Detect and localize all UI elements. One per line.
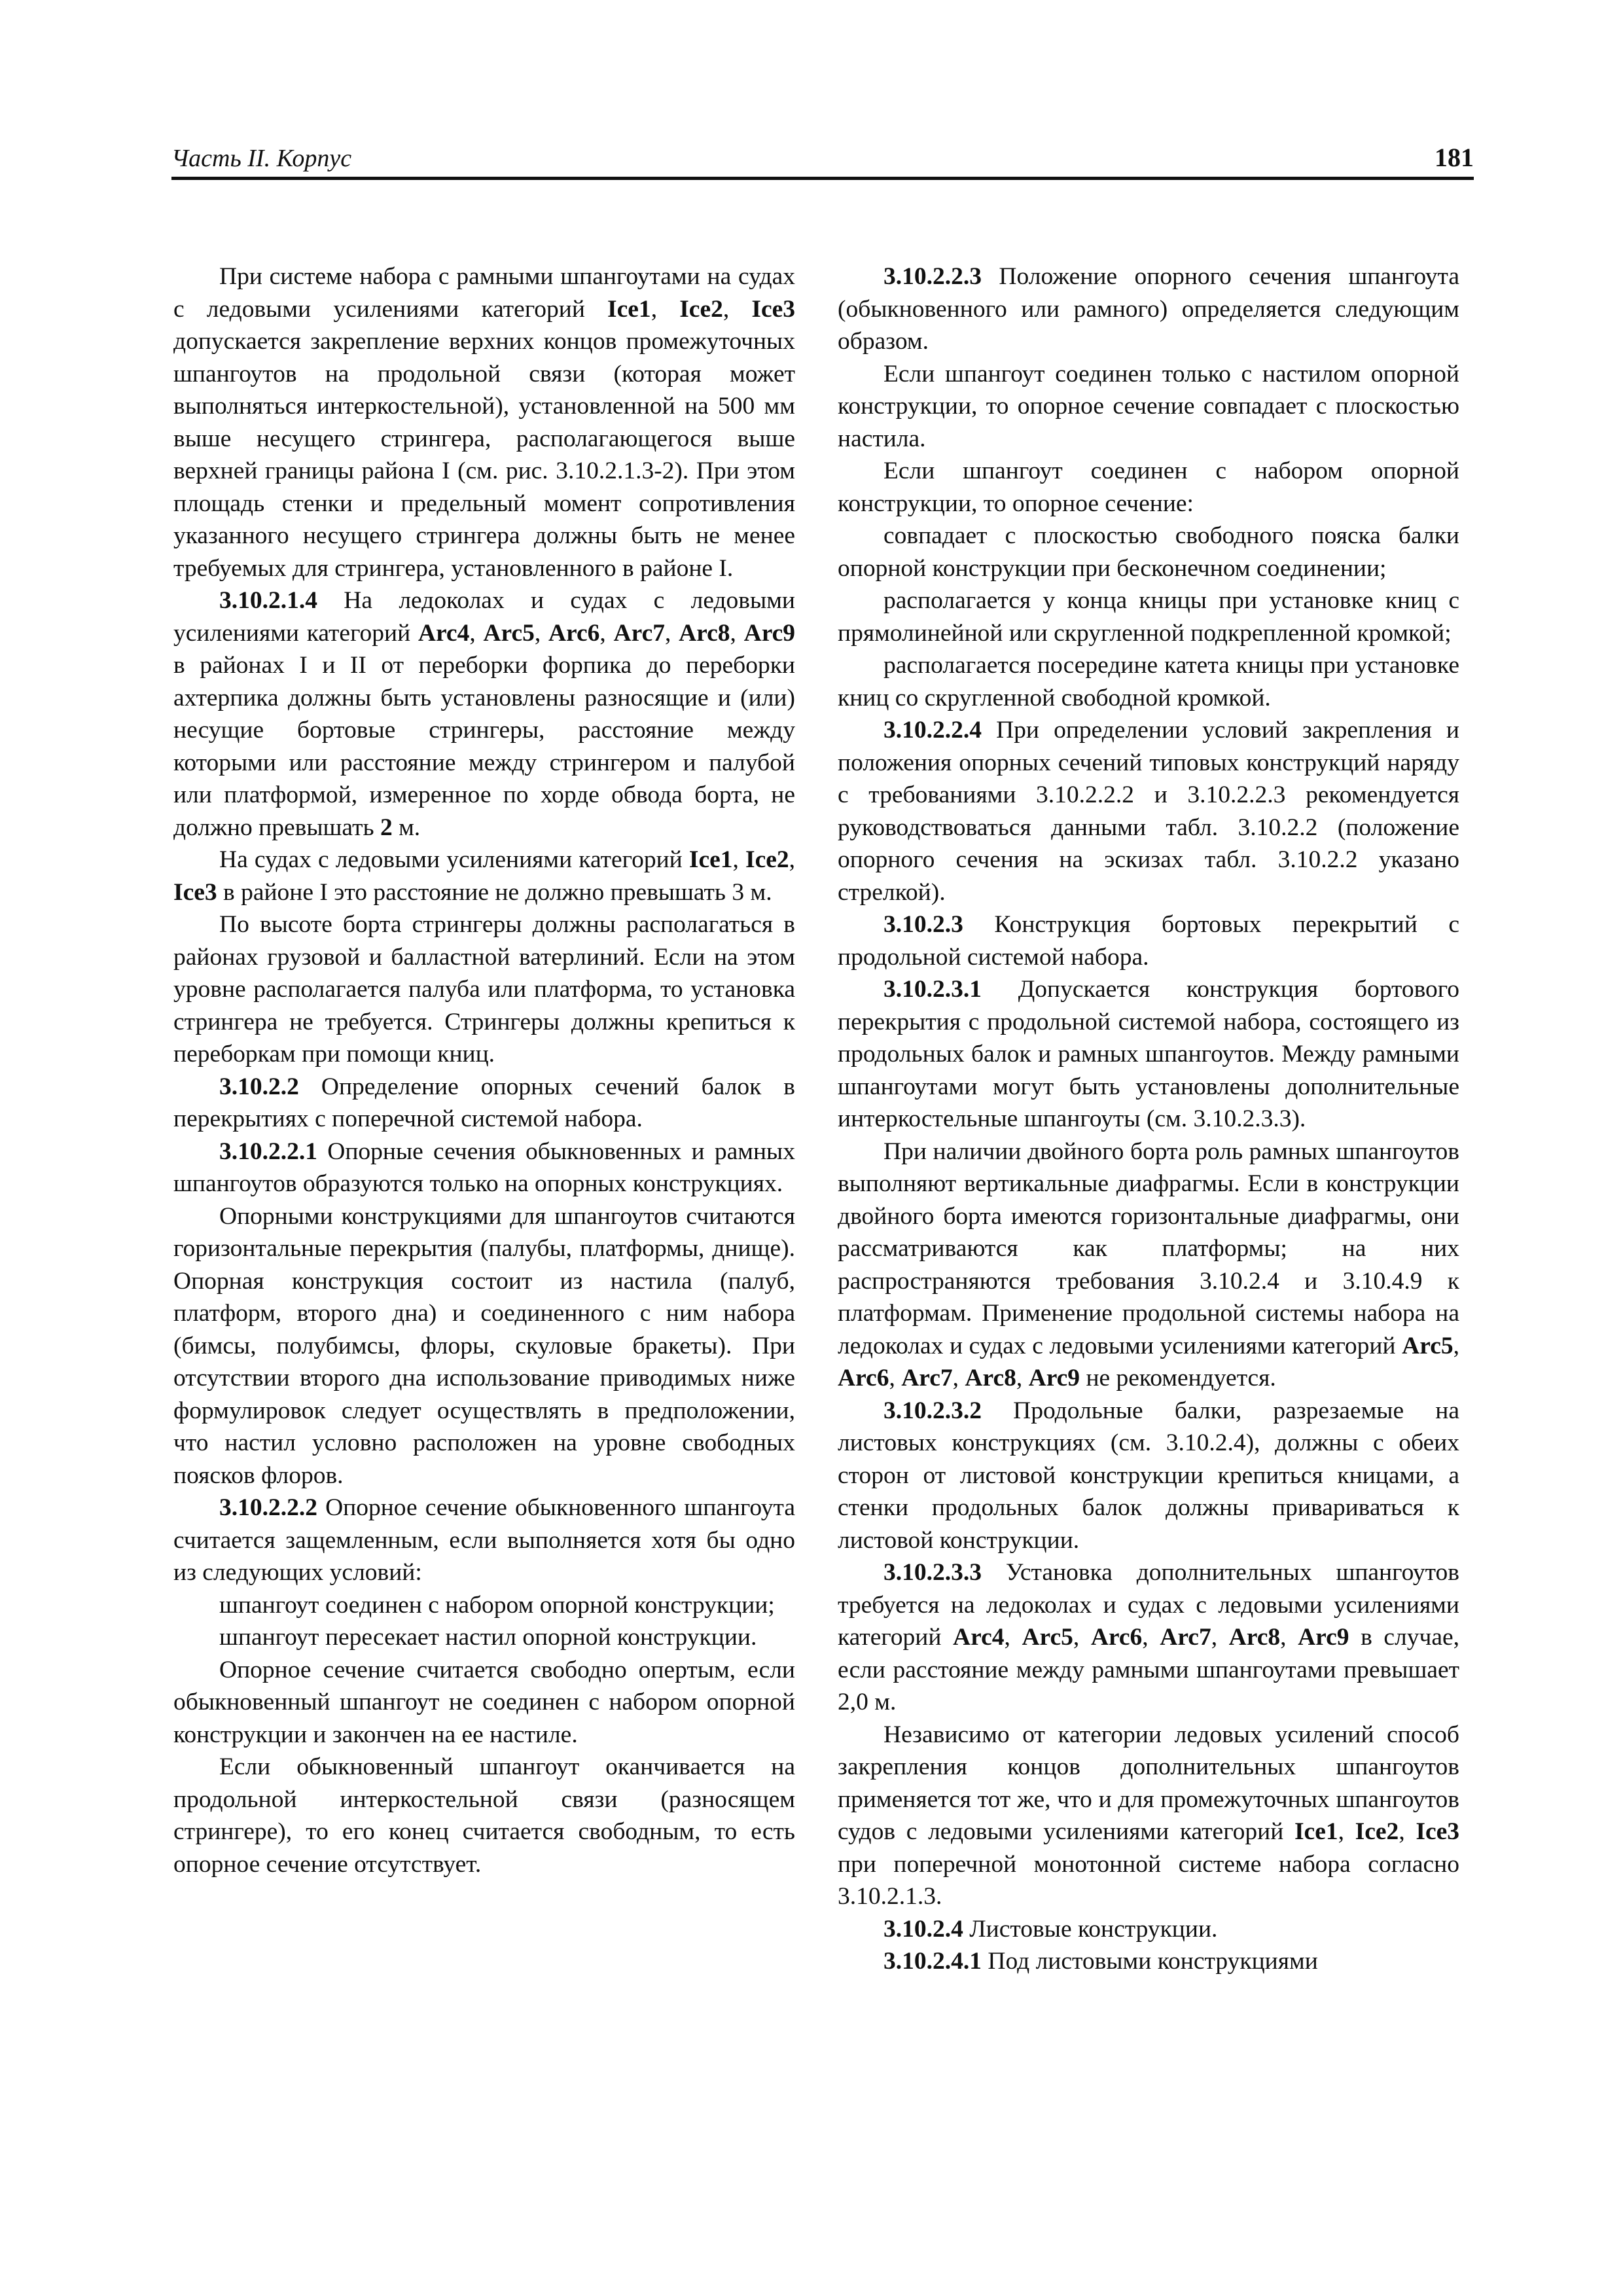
bold-term: Ice3 (1416, 1818, 1460, 1845)
bold-term: Ice2 (679, 295, 723, 323)
paragraph: располагается посередине катета кницы при установке книц со скругленной свободной кромкой. (838, 652, 1459, 711)
page-number: 181 (1435, 143, 1474, 172)
bold-term: Ice1 (1294, 1818, 1338, 1845)
paragraph: При системе набора с рамными шпангоутами на судах с ледовыми усилениями категорий Ice1, Ice2, Ice3 допускается закрепление верхних концов промежуточных шпангоутов на продольной связи (которая может выполняться интеркостельной), установленной на 500 мм выше несущего стрингера, располагающегося выше верхней границы района I (см. рис. 3.10.2.1.3-2). При этом площадь стенки и предельный момент сопротивления указанного несущего стрингера должны быть не менее требуемых для стрингера, установленного в районе I. (173, 263, 795, 582)
bold-term: 3.10.2.2.3 (883, 263, 982, 290)
bold-term: Arc5 (1022, 1624, 1073, 1651)
bold-term: Arc9 (1028, 1365, 1080, 1391)
bold-term: Arc7 (1160, 1624, 1211, 1651)
paragraph: Если шпангоут соединен только с настилом опорной конструкции, то опорное сечение совпадает с плоскостью настила. (838, 360, 1459, 452)
paragraph: На судах с ледовыми усилениями категорий Ice1, Ice2, Ice3 в районе I это расстояние не должно превышать 3 м. (173, 846, 795, 906)
paragraph: 3.10.2.3.3 Установка дополнительных шпангоутов требуется на ледоколах и судах с ледовыми усилениями категорий Arc4, Arc5, Arc6, Arc7, Arc8, Arc9 в случае, если расстояние между рамными шпангоутами превышает 2,0 м. (838, 1559, 1460, 1715)
bold-term: Arc9 (1298, 1624, 1349, 1651)
bold-term: 3.10.2.2.1 (219, 1138, 317, 1165)
paragraph: При наличии двойного борта роль рамных шпангоутов выполняют вертикальные диафрагмы. Если в конструкции двойного борта имеются горизонтальные диафрагмы, они рассматриваются как платформы; на них распространяются требования 3.10.2.4 и 3.10.4.9 к платформам. Применение продольной системы набора на ледоколах и судах с ледовыми усилениями категорий Arc5, Arc6, Arc7, Arc8, Arc9 не рекомендуется. (838, 1138, 1459, 1391)
bold-term: 3.10.2.4 (883, 1915, 963, 1943)
bold-term: Arc6 (548, 619, 600, 647)
bold-term: 3.10.2.3.2 (883, 1397, 982, 1424)
bold-term: 3.10.2.3.1 (883, 976, 982, 1003)
paragraph: 3.10.2.1.4 На ледоколах и судах с ледовыми усилениями категорий Arc4, Arc5, Arc6, Arc7, Arc8, Arc9 в районах I и II от переборки форпика до переборки ахтерпика должны быть установлены разносящие и (или) несущие бортовые стрингеры, расстояние между которыми или расстояние между стрингером и палубой или платформой, измеренное по хорде обвода борта, не должно превышать 2 м. (173, 587, 796, 841)
bold-term: 3.10.2.4.1 (883, 1948, 982, 1975)
paragraph: шпангоут соединен с набором опорной конструкции; (219, 1591, 775, 1619)
bold-term: Ice2 (745, 846, 789, 873)
bold-term: Arc7 (901, 1365, 953, 1391)
paragraph: 3.10.2.3.1 Допускается конструкция бортового перекрытия с продольной системой набора, состоящего из продольных балок и рамных шпангоутов. Между рамными шпангоутами могут быть установлены дополнительные интеркостельные шпангоуты (см. 3.10.2.3.3). (838, 976, 1459, 1132)
part-title: Часть II. Корпус (171, 145, 352, 172)
paragraph: совпадает с плоскостью свободного пояска балки опорной конструкции при бесконечном соединении; (838, 522, 1459, 582)
paragraph: располагается у конца кницы при установке книц с прямолинейной или скругленной подкрепленной кромкой; (838, 587, 1459, 647)
paragraph: шпангоут пересекает настил опорной конструкции. (219, 1624, 757, 1651)
left-column (173, 260, 795, 1880)
bold-term: Arc6 (838, 1365, 889, 1391)
paragraph: 3.10.2.2.2 Опорное сечение обыкновенного шпангоута считается защемленным, если выполняется хотя бы одно из следующих условий: (173, 1494, 795, 1586)
bold-term: 3.10.2.2 (219, 1073, 299, 1100)
paragraph: Если шпангоут соединен с набором опорной конструкции, то опорное сечение: (838, 457, 1459, 517)
paragraph: 3.10.2.2 Определение опорных сечений балок в перекрытиях с поперечной системой набора. (173, 1073, 795, 1132)
bold-term: 3.10.2.3 (883, 911, 963, 938)
paragraph: Независимо от категории ледовых усилений способ закрепления концов дополнительных шпангоутов применяется тот же, что и для промежуточных шпангоутов судов с ледовыми усилениями категорий Ice1, Ice2, Ice3 при поперечной монотонной системе набора согласно 3.10.2.1.3. (838, 1721, 1460, 1910)
paragraph: 3.10.2.4 Листовые конструкции. (883, 1915, 1218, 1943)
bold-term: Arc5 (1402, 1332, 1454, 1359)
bold-term: 2 (380, 814, 393, 841)
paragraph: 3.10.2.2.1 Опорные сечения обыкновенных и рамных шпангоутов образуются только на опорных конструкциях. (173, 1138, 795, 1197)
bold-term: Arc5 (483, 619, 535, 647)
paragraph: 3.10.2.3.2 Продольные балки, разрезаемые на листовых конструкциях (см. 3.10.2.4), должны с обеих сторон от листовой конструкции крепиться кницами, а стенки продольных балок должны привариваться к листовой конструкции. (838, 1397, 1459, 1554)
bold-term: Ice2 (1355, 1818, 1399, 1845)
bold-term: Arc6 (1090, 1624, 1143, 1651)
bold-term: Arc8 (679, 619, 730, 647)
bold-term: Ice1 (607, 295, 651, 323)
paragraph: 3.10.2.4.1 Под листовыми конструкциями (883, 1948, 1318, 1975)
bold-term: 3.10.2.3.3 (883, 1559, 982, 1586)
bold-term: Arc4 (953, 1624, 1005, 1651)
paragraph: 3.10.2.3 Конструкция бортовых перекрытий с продольной системой набора. (838, 911, 1459, 971)
bold-term: 3.10.2.2.4 (883, 717, 982, 744)
paragraph: Опорными конструкциями для шпангоутов считаются горизонтальные перекрытия (палубы, платформы, днище). Опорная конструкция состоит из настила (палуб, платформ, второго дна) и соединенного с ним набора (бимсы, полубимсы, флоры, скуловые бракеты). При отсутствии второго дна использование приводимых ниже формулировок следует осуществлять в предположении, что настил условно расположен на уровне свободных поясков флоров. (173, 1202, 795, 1489)
bold-term: Arc8 (1228, 1624, 1281, 1651)
bold-term: Arc8 (965, 1365, 1016, 1391)
bold-term: Arc7 (613, 619, 665, 647)
running-header (171, 139, 1474, 180)
bold-term: Arc9 (743, 619, 796, 647)
paragraph: Если обыкновенный шпангоут оканчивается на продольной интеркостельной связи (разносящем стрингере), то его конец считается свободным, то есть опорное сечение отсутствует. (173, 1753, 795, 1878)
bold-term: Ice3 (751, 295, 795, 323)
bold-term: Ice1 (688, 846, 733, 873)
bold-term: Arc4 (418, 619, 470, 647)
bold-term: 3.10.2.1.4 (219, 587, 317, 614)
right-column (838, 260, 1459, 1978)
paragraph: 3.10.2.2.4 При определении условий закрепления и положения опорных сечений типовых конструкций наряду с требованиями 3.10.2.2.2 и 3.10.2.2.3 рекомендуется руководствоваться данными табл. 3.10.2.2 (положение опорного сечения на эскизах табл. 3.10.2.2 указано стрелкой). (838, 717, 1459, 906)
paragraph: Опорное сечение считается свободно опертым, если обыкновенный шпангоут не соединен с набором опорной конструкции и закончен на ее настиле. (173, 1656, 795, 1748)
paragraph: 3.10.2.2.3 Положение опорного сечения шпангоута (обыкновенного или рамного) определяется следующим образом. (838, 263, 1459, 355)
bold-term: 3.10.2.2.2 (219, 1494, 317, 1521)
paragraph: По высоте борта стрингеры должны располагаться в районах грузовой и балластной ватерлиний. Если на этом уровне располагается палуба или платформа, то установка стрингера не требуется. Стрингеры должны крепиться к переборкам при помощи книц. (173, 911, 795, 1067)
bold-term: Ice3 (173, 878, 217, 906)
